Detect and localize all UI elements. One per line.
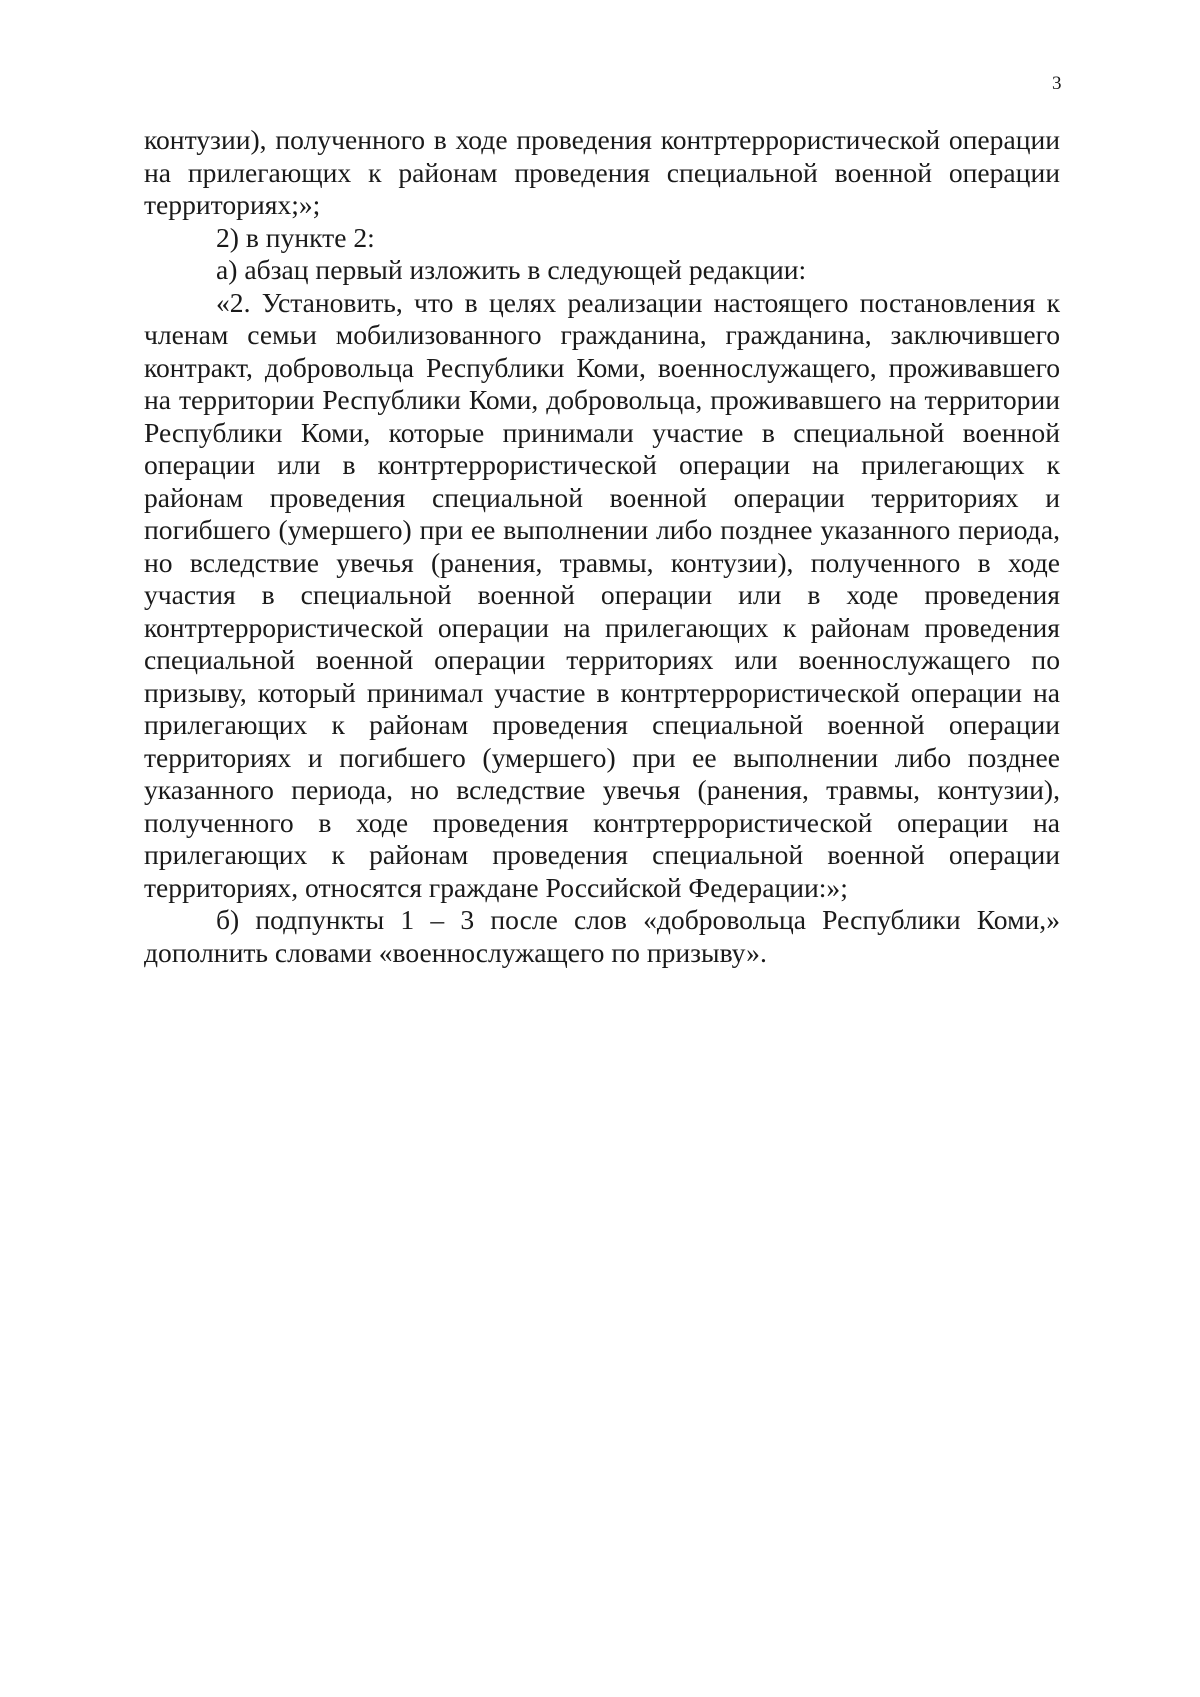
paragraph-continuation: контузии), полученного в ходе проведения контртеррористической операции на прилегающих к районам проведения специальной военной операции территориях;»; (144, 124, 1060, 220)
document-body (144, 124, 1060, 969)
paragraph-item-2: 2) в пункте 2: (216, 221, 375, 253)
paragraph-subitem-b: б) подпункты 1 – 3 после слов «добровольца Республики Коми,» дополнить словами «военнослужащего по призыву». (144, 904, 1060, 968)
paragraph-subitem-a: а) абзац первый изложить в следующей редакции: (216, 254, 807, 285)
paragraph-quoted-amendment: «2. Установить, что в целях реализации настоящего постановления к членам семьи мобилизованного гражданина, гражданина, заключившего контракт, добровольца Республики Коми, военнослужащего, проживавшего на территории Республики Коми, добровольца, проживавшего на территории Республики Коми, которые принимали участие в специальной военной операции или в контртеррористической операции на прилегающих к районам проведения специальной военной операции территориях и погибшего (умершего) при ее выполнении либо позднее указанного периода, но вследствие увечья (ранения, травмы, контузии), полученного в ходе участия в специальной военной операции или в ходе проведения контртеррористической операции на прилегающих к районам проведения специальной военной операции территориях или военнослужащего по призыву, который принимал участие в контртеррористической операции на прилегающих к районам проведения специальной военной операции территориях и погибшего (умершего) при ее выполнении либо позднее указанного периода, но вследствие увечья (ранения, травмы, контузии), полученного в ходе проведения контртеррористической операции на прилегающих к районам проведения специальной военной операции территориях, относятся граждане Российской Федерации:»; (144, 286, 1060, 903)
page-number: 3 (1052, 73, 1062, 94)
